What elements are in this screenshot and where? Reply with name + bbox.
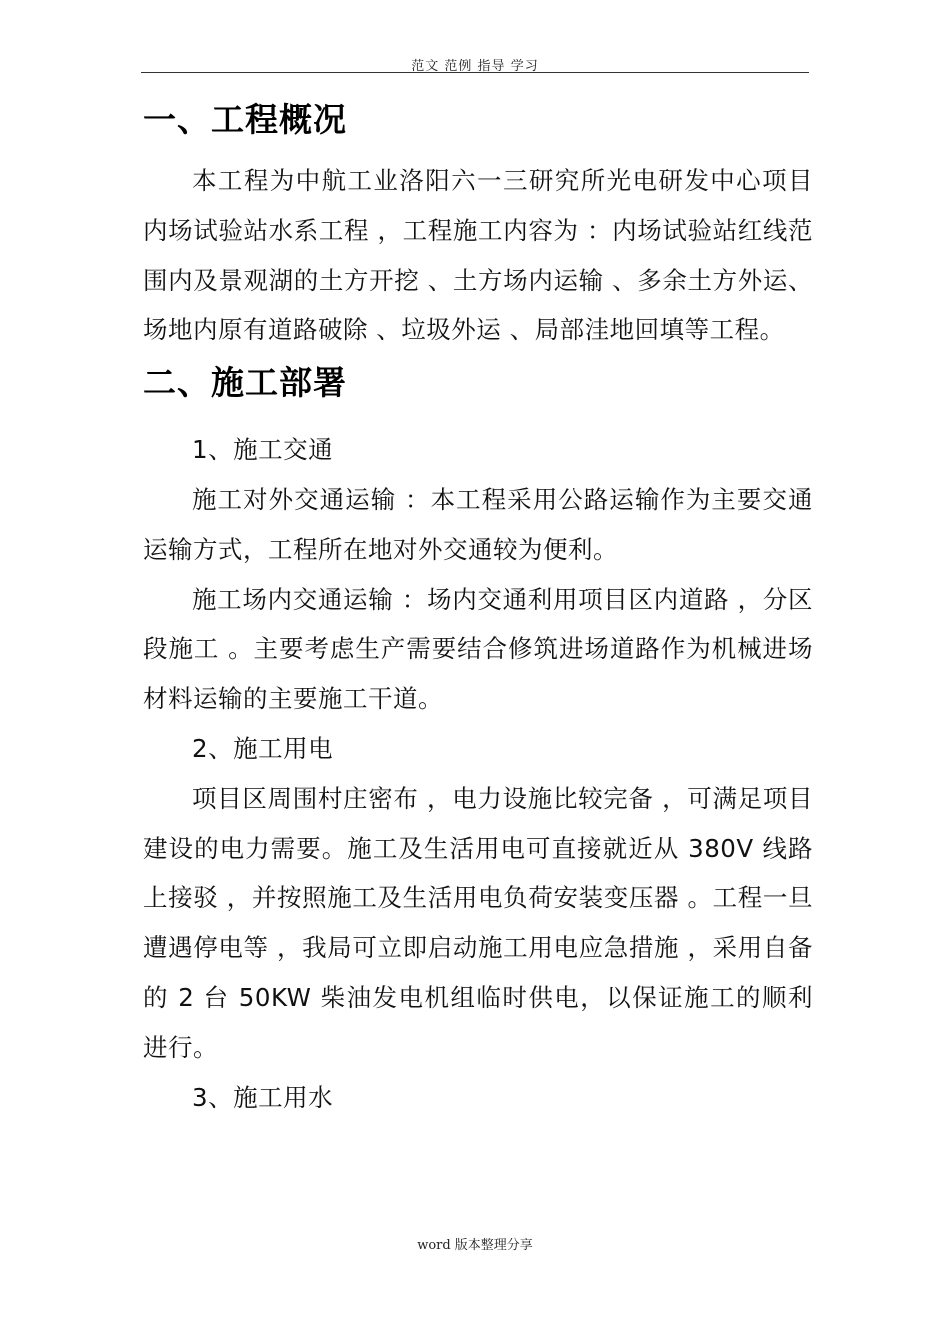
header-divider [141, 72, 809, 73]
document-body [143, 94, 813, 1122]
subheading-electricity: 2、施工用电 [192, 733, 334, 763]
section-title-deployment: 二、施工部署 [143, 363, 347, 403]
subheading-traffic: 1、施工交通 [192, 435, 334, 465]
external-traffic-paragraph: 施工对外交通运输 ：本工程采用公路运输作为主要交通运输方式，工程所在地对外交通较为便利。 [143, 484, 813, 564]
page-footer: word 版本整理分享 [417, 1238, 533, 1253]
section-title-overview: 一、工程概况 [143, 100, 347, 139]
electricity-paragraph: 项目区周围村庄密布 ，电力设施比较完备 ，可满足项目建设的电力需要。施工及生活用电可直接就近从 380V 线路上接驳 ，并按照施工及生活用电负荷安装变压器 。工程一旦遭遇停电等 ，我局可立即启动施工用电应急措施 ，采用自备的 2 台 50KW 柴油发电机组临时供电，以保证施工的顺利进行。 [143, 783, 813, 1062]
internal-traffic-paragraph: 施工场内交通运输 ：场内交通利用项目区内道路 ，分区段施工 。主要考虑生产需要结合修筑进场道路作为机械进场材料运输的主要施工干道。 [143, 584, 813, 714]
page-header: 范文 范例 指导 学习 [411, 59, 539, 74]
overview-paragraph: 本工程为中航工业洛阳六一三研究所光电研发中心项目内场试验站水系工程 ，工程施工内容为 ：内场试验站红线范围内及景观湖的土方开挖 、土方场内运输 、多余土方外运、场地内原有道路破除 、垃圾外运 、局部洼地回填等工程。 [143, 166, 813, 345]
subheading-water: 3、施工用水 [192, 1082, 334, 1112]
